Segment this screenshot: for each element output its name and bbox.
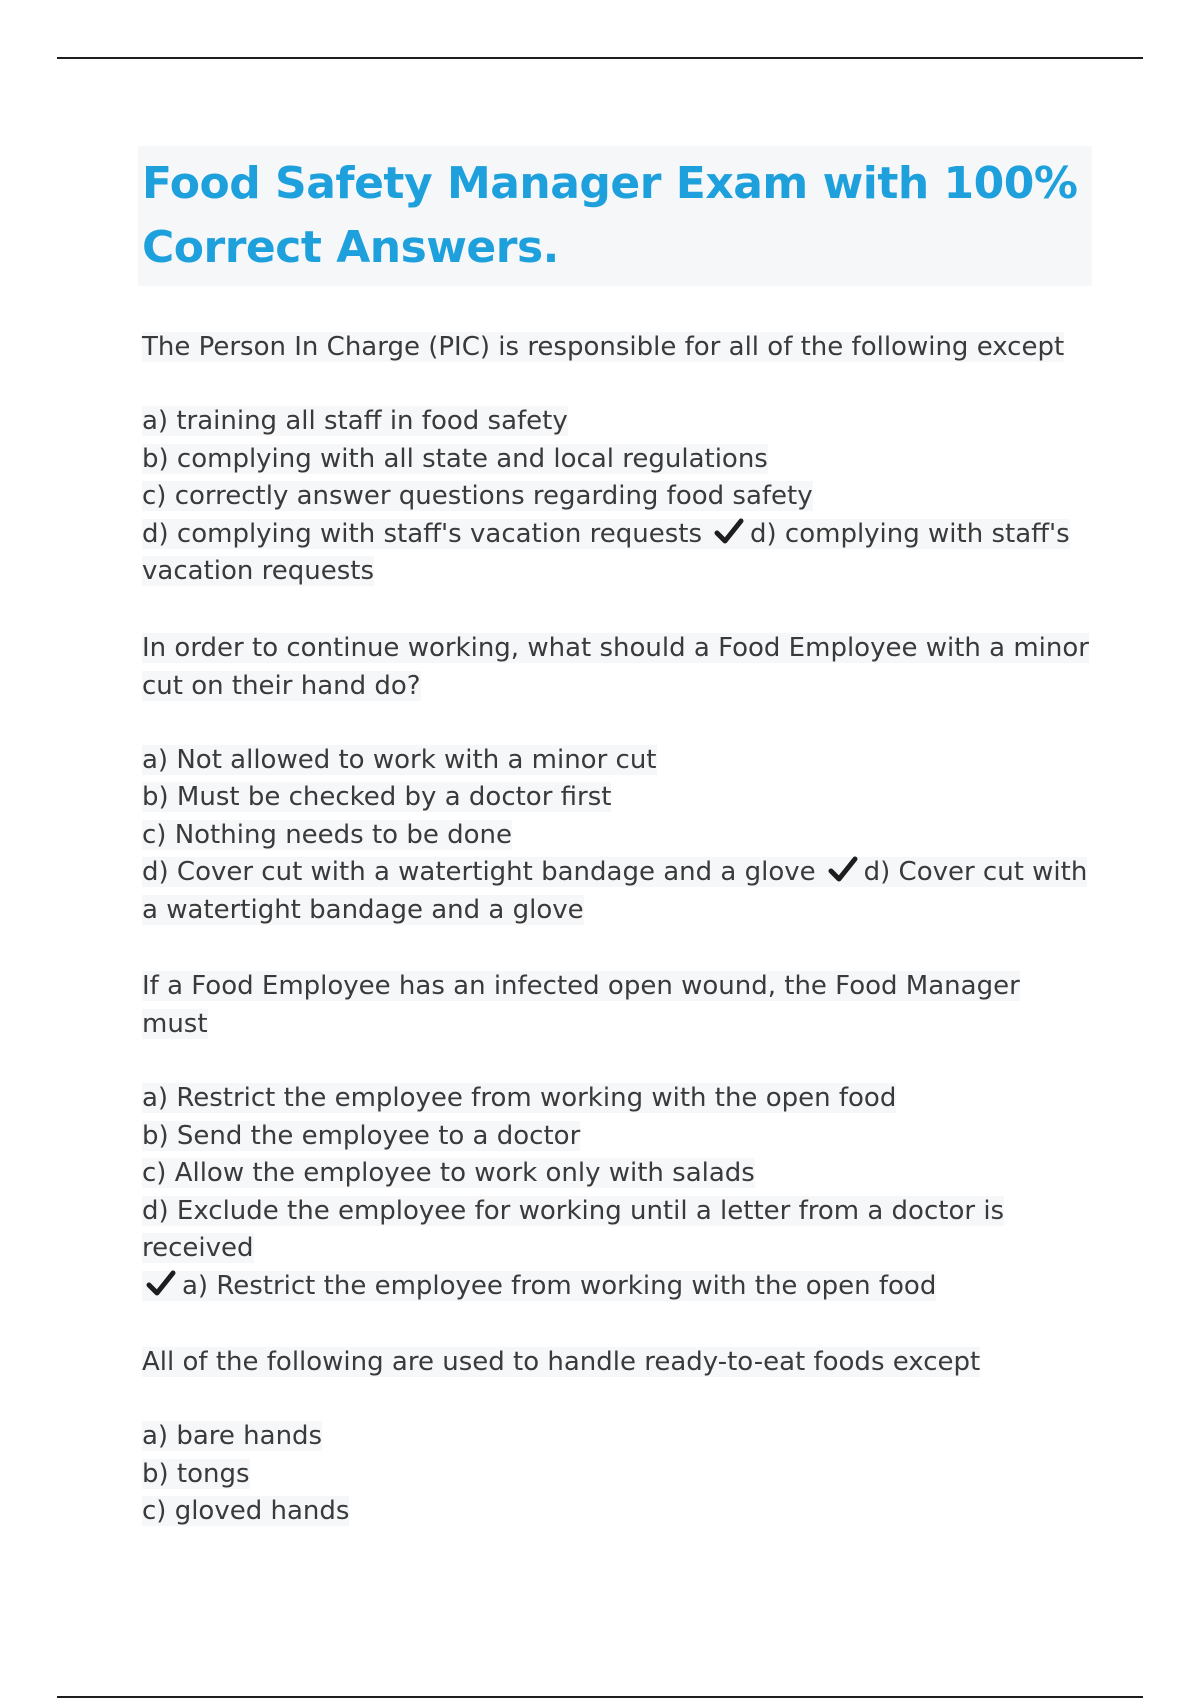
options-list <box>142 1080 1092 1305</box>
title-block <box>138 146 1092 286</box>
question-text: If a Food Employee has an infected open wound, the Food Manager must <box>142 971 1020 1039</box>
document-body <box>142 146 1092 1531</box>
option-item: a) bare hands <box>142 1421 323 1451</box>
answer-text: a) Restrict the employee from working with the open food <box>182 1270 937 1301</box>
question-block <box>142 967 1092 1305</box>
question-block <box>142 629 1092 930</box>
question-block <box>142 1343 1092 1531</box>
checkmark-icon <box>714 518 744 546</box>
options-list <box>142 403 1092 591</box>
option-item: b) complying with all state and local regulations <box>142 443 768 474</box>
option-item: b) Must be checked by a doctor first <box>142 782 612 812</box>
option-item: c) gloved hands <box>142 1496 350 1526</box>
question-text: In order to continue working, what should a Food Employee with a minor cut on their hand do? <box>142 632 1089 701</box>
checkmark-icon <box>146 1270 176 1298</box>
checkmark-icon <box>828 856 858 884</box>
option-item-with-answer: d) complying with staff's vacation requests d) complying with staff's vacation requests <box>142 518 1070 586</box>
answer-text: d) Cover cut with a watertight bandage and a glove <box>142 857 1088 925</box>
options-list <box>142 742 1092 930</box>
option-item: b) Send the employee to a doctor <box>142 1120 581 1151</box>
option-item: c) Allow the employee to work only with salads <box>142 1158 755 1188</box>
option-item: d) Exclude the employee for working until a letter from a doctor is received <box>142 1195 1005 1263</box>
answer-line <box>142 1268 1092 1306</box>
option-item: c) correctly answer questions regarding food safety <box>142 481 813 511</box>
question-text: The Person In Charge (PIC) is responsible for all of the following except <box>142 332 1065 362</box>
options-list <box>142 1418 1092 1531</box>
page-title: Food Safety Manager Exam with 100% Correct Answers. <box>142 158 1078 273</box>
question-block <box>142 328 1092 591</box>
option-item: a) Not allowed to work with a minor cut <box>142 744 657 775</box>
option-item: a) Restrict the employee from working with the open food <box>142 1083 897 1113</box>
bottom-rule <box>57 1696 1143 1698</box>
answer-text: d) complying with staff's vacation requests <box>142 518 1070 586</box>
option-item: c) Nothing needs to be done <box>142 819 513 850</box>
option-item-with-answer: d) Cover cut with a watertight bandage and a glove d) Cover cut with a watertight bandage and a glove <box>142 857 1088 925</box>
top-rule <box>57 57 1143 59</box>
option-item: a) training all staff in food safety <box>142 406 568 436</box>
question-text: All of the following are used to handle ready-to-eat foods except <box>142 1347 981 1377</box>
option-item: b) tongs <box>142 1458 250 1489</box>
